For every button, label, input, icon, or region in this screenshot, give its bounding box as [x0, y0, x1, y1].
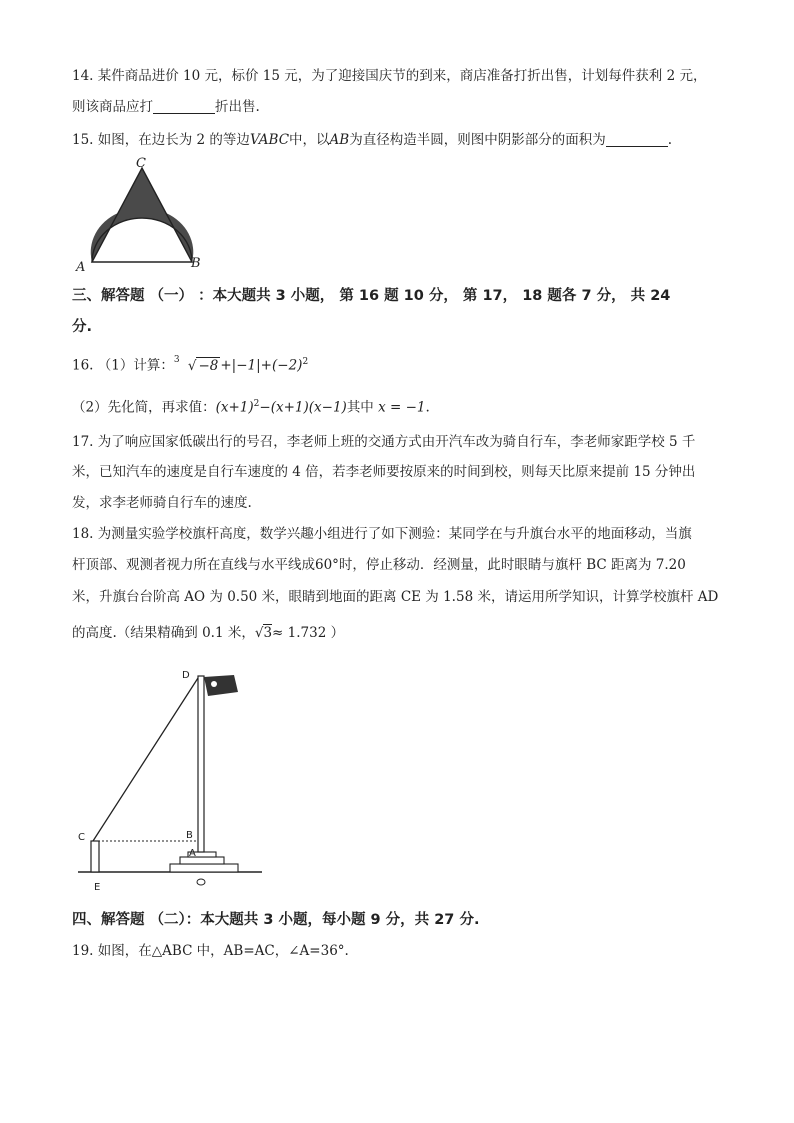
q18-label-c: C [78, 832, 85, 843]
q14-line2 [72, 97, 260, 117]
q18-label-a: A [189, 848, 196, 859]
q16-p2-expr-a: (x+1) [215, 399, 254, 416]
q18-sqrt-radicand: 3 [263, 625, 273, 641]
q15-text-a: 15. 如图，在边长为 2 的等边 [72, 132, 250, 148]
q18-line1: 18. 为测量实验学校旗杆高度，数学兴趣小组进行了如下测验：某同学在与升旗台水平的地面移动，当旗 [72, 526, 692, 542]
q16-part1 [72, 352, 308, 376]
q15-label-c: C [136, 156, 146, 171]
q16-p2-condition: x = −1 [378, 399, 426, 416]
q15-label-b: B [191, 256, 201, 271]
q18-flag [204, 675, 238, 696]
q18-sqrt: √3 [254, 625, 273, 641]
q17-line1: 17. 为了响应国家低碳出行的号召，李老师上班的交通方式由开汽车改为骑自行车，李老师家距学校 5 千 [72, 434, 696, 450]
q15-text-d: . [667, 132, 672, 148]
q14-text-b: 折出售. [215, 99, 260, 115]
q18-label-e: E [94, 882, 101, 893]
q18-platform-middle [180, 857, 224, 864]
q14-answer-blank [153, 99, 215, 114]
q14-line1: 14. 某件商品进价 10 元，标价 15 元，为了迎接国庆节的到来，商店准备打折出售，计划每件获利 2 元， [72, 68, 707, 84]
q15-label-a: A [76, 260, 86, 275]
section3-line1: 三、解答题 （一） ：本大题共 3 小题， 第 16 题 10 分， 第 17， 18 题各 7 分， 共 24 [72, 288, 671, 304]
q16-p1-expr: +|−1|+(−2) [220, 357, 303, 374]
q16-p2-exponent: 2 [253, 399, 260, 409]
q15-triangle-name: VABC [249, 132, 290, 148]
q16-p1-label: 16. （1）计算： [72, 357, 174, 374]
q18-point-o-marker [197, 879, 205, 885]
q16-p1-exponent: 2 [302, 357, 309, 367]
q18-line4-a: 的高度.（结果精确到 0.1 米， [72, 625, 255, 641]
q18-observer [91, 841, 99, 872]
q16-radicand: −8 [198, 357, 219, 374]
q17-line2: 米，已知汽车的速度是自行车速度的 4 倍，若李老师要按原来的时间到校，则每天比原来提前 15 分钟出 [72, 464, 696, 480]
q16-p2-expr-b: −(x+1)(x−1) [259, 399, 347, 416]
q19-line1: 19. 如图，在△ABC 中，AB=AC，∠A=36°. [72, 943, 349, 959]
q18-flagpole [198, 676, 204, 852]
q18-label-d: D [182, 670, 190, 681]
q18-line2: 杆顶部、观测者视力所在直线与水平线成60°时，停止移动．经测量，此时眼睛与旗杆 BC 距离为 7.20 [72, 557, 686, 573]
q16-part2 [72, 394, 430, 418]
q15-figure [72, 155, 212, 275]
q17-line3: 发，求李老师骑自行车的速度. [72, 495, 252, 511]
q18-figure [72, 664, 272, 900]
q16-root-index: 3 [173, 354, 180, 365]
section4-line1: 四、解答题 （二）：本大题共 3 小题，每小题 9 分，共 27 分. [72, 912, 480, 928]
q18-platform-bottom [170, 864, 238, 872]
q16-p2-end: . [425, 399, 430, 416]
q18-flag-emblem [211, 681, 217, 687]
q16-cube-root: 3 √ −8 [174, 356, 221, 376]
q14-text-a: 则该商品应打 [72, 99, 153, 115]
q15-answer-blank [606, 132, 668, 147]
q18-line4-b: ≈ 1.732 ） [272, 625, 345, 641]
q15-text-b: 中，以 [289, 132, 330, 148]
q15-diameter-name: AB [329, 132, 350, 148]
q16-p2-label: （2）先化简，再求值： [72, 399, 216, 416]
q18-sight-line [93, 678, 198, 841]
q15-text-c: 为直径构造半圆，则图中阴影部分的面积为 [349, 132, 606, 148]
q18-line3: 米，升旗台台阶高 AO 为 0.50 米，眼睛到地面的距离 CE 为 1.58 米，请运用所学知识，计算学校旗杆 AD [72, 589, 719, 605]
q18-label-b: B [186, 830, 193, 841]
q16-p2-where: 其中 [346, 399, 374, 416]
q18-line4 [72, 623, 344, 643]
section3-line2: 分. [72, 319, 93, 335]
q15-line [72, 130, 672, 150]
